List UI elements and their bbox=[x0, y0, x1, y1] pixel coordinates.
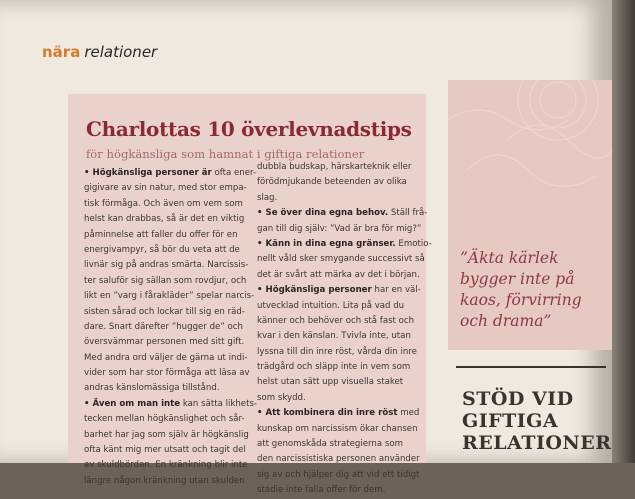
article-subtitle: för högkänsliga som hamnat i giftiga relationer bbox=[86, 147, 365, 161]
text-line bbox=[257, 391, 422, 406]
text-line bbox=[84, 366, 254, 381]
text-run: Emotio- bbox=[395, 238, 432, 249]
text-run: tecken mellan högkänslighet och sår- bbox=[84, 414, 245, 425]
text-line bbox=[257, 360, 422, 375]
text-line bbox=[257, 222, 422, 237]
bullet: • bbox=[84, 398, 93, 409]
bullet: • bbox=[84, 168, 93, 178]
bold-lead: Högkänsliga personer bbox=[265, 285, 372, 296]
text-run: översvämmar personen med sitt gift. bbox=[84, 337, 245, 348]
text-run: den narcissistiska personen använder bbox=[257, 454, 420, 465]
text-line bbox=[84, 166, 257, 181]
text-run: känner och behöver och stå fast och bbox=[257, 315, 415, 326]
text-run: slag. bbox=[257, 192, 278, 203]
text-line bbox=[84, 289, 254, 304]
text-run: av skuldbördan. En kränkning blir inte bbox=[84, 460, 248, 471]
text-run: ofta känt mig mer utsatt och tagit del bbox=[84, 445, 246, 456]
text-line bbox=[84, 474, 254, 489]
text-run: helst kan drabbas, så är det en viktig bbox=[84, 214, 245, 225]
text-run: lyssna till din inre röst, vårda din inre bbox=[257, 346, 417, 357]
text-run: Ställ frå- bbox=[388, 208, 428, 219]
heading-line: RELATIONER bbox=[462, 432, 612, 454]
article-column-1 bbox=[84, 166, 258, 489]
text-run: energivampyr, så bör du veta att de bbox=[84, 244, 240, 255]
article-column-2 bbox=[257, 160, 432, 499]
text-line bbox=[84, 397, 258, 412]
bullet: • bbox=[257, 408, 266, 419]
text-run: som skydd. bbox=[257, 392, 306, 403]
text-run: vider som har stor förmåga att läsa av bbox=[84, 368, 250, 379]
text-run: längre någon kränkning utan skulden bbox=[84, 475, 245, 486]
text-run: nellt våld sker smygande successivt så bbox=[257, 254, 425, 265]
text-line bbox=[257, 314, 422, 329]
text-line bbox=[84, 458, 254, 473]
text-run: helst utan sätt upp visuella staket bbox=[257, 377, 404, 388]
quote-line: och drama” bbox=[460, 312, 552, 330]
text-line bbox=[257, 268, 422, 283]
text-run: har en väl- bbox=[371, 285, 421, 296]
text-run: kunskap om narcissism ökar chansen bbox=[257, 423, 418, 434]
text-line bbox=[84, 428, 254, 443]
mandala-ornament bbox=[448, 80, 612, 200]
bold-lead: Känn in dina egna gränser. bbox=[265, 238, 396, 249]
text-run: sisten sårad och lockar till sig en räd- bbox=[84, 306, 245, 317]
text-line bbox=[84, 228, 254, 243]
book-spine bbox=[612, 0, 635, 463]
text-line bbox=[84, 443, 254, 458]
text-line bbox=[84, 381, 254, 396]
text-run: förödmjukande beteenden av olika bbox=[257, 177, 407, 188]
text-line bbox=[84, 335, 254, 350]
text-run: kan sätta likhets- bbox=[180, 398, 258, 409]
text-line bbox=[84, 305, 254, 320]
text-run: ofta ener- bbox=[211, 168, 257, 178]
text-line bbox=[84, 351, 254, 366]
bullet: • bbox=[257, 238, 266, 249]
text-line bbox=[84, 320, 254, 335]
text-line bbox=[257, 237, 432, 252]
text-line bbox=[84, 212, 254, 227]
text-run: sig av och hjälper dig att vid ett tidigt bbox=[257, 469, 420, 480]
text-line bbox=[84, 258, 254, 273]
bullet: • bbox=[257, 285, 266, 296]
text-run: utvecklad intuition. Lita på vad du bbox=[257, 300, 405, 311]
text-run: dubbla budskap, härskarteknik eller bbox=[257, 162, 412, 172]
text-line bbox=[84, 412, 254, 427]
heading-line: GIFTIGA bbox=[462, 410, 559, 432]
text-run: dare. Snart därefter ”hugger de” och bbox=[84, 321, 243, 332]
text-run: gigivare av sin natur, med stor empa- bbox=[84, 183, 247, 194]
brand-name: nära bbox=[42, 43, 81, 61]
article-title: Charlottas 10 överlevnadstips bbox=[86, 117, 412, 141]
text-line bbox=[257, 299, 422, 314]
heading-line: STÖD VID bbox=[462, 388, 574, 410]
text-line bbox=[84, 181, 254, 196]
text-run: kvar i den känslan. Tvivla inte, utan bbox=[257, 331, 411, 342]
text-line bbox=[257, 175, 422, 190]
bold-lead: Högkänsliga personer är bbox=[92, 168, 212, 178]
text-line bbox=[257, 422, 422, 437]
text-line bbox=[84, 197, 254, 212]
text-run: barhet har jag som själv är högkänslig bbox=[84, 429, 249, 440]
text-line bbox=[257, 406, 422, 421]
text-line bbox=[257, 283, 422, 298]
sidebar-heading bbox=[462, 388, 612, 454]
text-run: det är svårt att märka av det i början. bbox=[257, 269, 420, 280]
text-line bbox=[257, 375, 422, 390]
text-run: stadie inte falla offer för dem. bbox=[257, 485, 386, 496]
text-run: trädgård och släpp inte in vem som bbox=[257, 362, 411, 373]
bold-lead: Se över dina egna behov. bbox=[265, 208, 389, 219]
text-run: tisk förmåga. Och även om vem som bbox=[84, 198, 243, 209]
text-line bbox=[84, 274, 254, 289]
text-line bbox=[257, 345, 422, 360]
text-run: livnär sig på andras smärta. Narcissis- bbox=[84, 260, 249, 271]
quote-line: bygger inte på bbox=[460, 270, 575, 288]
text-line bbox=[257, 483, 422, 498]
text-run: att genomskåda strategierna som bbox=[257, 439, 403, 450]
text-line bbox=[257, 252, 425, 267]
bold-lead: Att kombinera din inre röst bbox=[265, 408, 398, 419]
divider bbox=[456, 366, 606, 368]
text-line bbox=[257, 160, 422, 175]
bullet: • bbox=[257, 208, 266, 219]
text-run: med bbox=[397, 408, 420, 419]
text-line bbox=[257, 206, 428, 221]
text-run: likt en ”varg i fårakläder” spelar narcis- bbox=[84, 291, 255, 302]
section-header bbox=[42, 43, 157, 61]
text-run: Med andra ord väljer de gärna ut indi- bbox=[84, 352, 248, 363]
text-run: ter saluför sig sällan som rovdjur, och bbox=[84, 275, 247, 286]
text-line bbox=[257, 452, 422, 467]
text-line bbox=[257, 437, 422, 452]
quote-line: ”Äkta kärlek bbox=[460, 249, 559, 267]
quote-line: kaos, förvirring bbox=[460, 291, 582, 309]
text-run: påminnelse att faller du offer för en bbox=[84, 229, 238, 240]
text-run: gan till dig själv: ”Vad är bra för mig?” bbox=[257, 223, 422, 234]
text-line bbox=[257, 468, 422, 483]
text-run: andras känslomässiga tillstånd. bbox=[84, 383, 220, 394]
section-name: relationer bbox=[84, 43, 158, 61]
bold-lead: Även om man inte bbox=[92, 398, 181, 409]
text-line bbox=[257, 191, 422, 206]
pull-quote bbox=[460, 248, 610, 332]
text-line bbox=[257, 329, 422, 344]
text-line bbox=[84, 243, 254, 258]
